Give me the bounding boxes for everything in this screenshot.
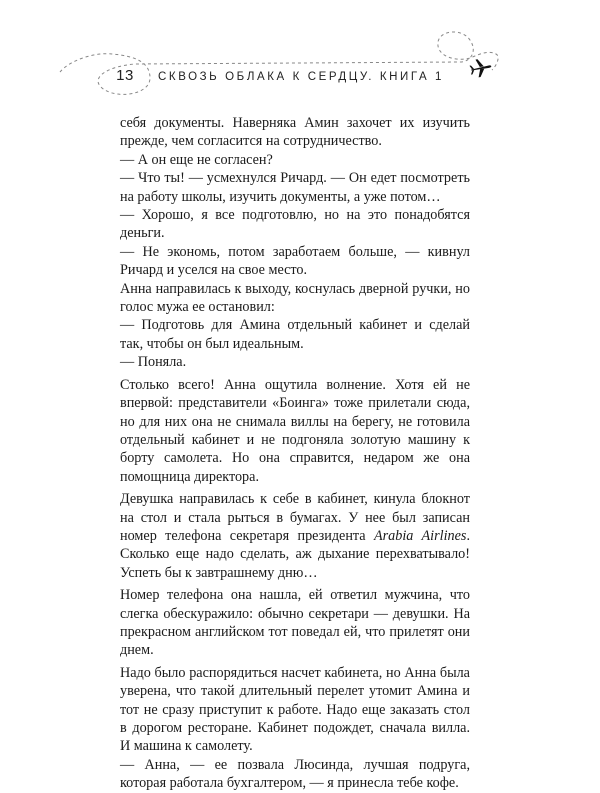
airline-name: Arabia Airlines — [373, 527, 467, 544]
body-text — [120, 114, 470, 793]
paragraph: Надо было распорядиться насчет кабинета, но Анна была уверена, что такой длительный перелет утомит Амина и тот не сразу приступит к работе. Надо еще заказать стол в дорогом ресторане. Кабинет подождет, сначала вилла. И машина к самолету. — [120, 664, 470, 755]
page-number: 13 — [116, 67, 134, 84]
paragraph: — Что ты! — усмехнулся Ричард. — Он едет посмотреть на работу школы, изучить документы, а уже потом… — [120, 170, 470, 205]
paragraph-text: Девушка направилась к себе в кабинет, кинула блокнот на стол и стала рыться в бумагах. У нее был записан номер телефона секретаря президента — [120, 491, 470, 544]
paragraph: Номер телефона она нашла, ей ответил мужчина, что слегка обескуражило: обычно секретари — девушки. На прекрасном английском тот поведал ей, что прилетят они днем. — [120, 587, 470, 659]
header-decoration — [0, 0, 600, 110]
airplane-icon — [469, 57, 493, 78]
running-head: СКВОЗЬ ОБЛАКА К СЕРДЦУ. КНИГА 1 — [158, 71, 445, 83]
paragraph: — А он еще не согласен? — [120, 151, 273, 168]
paragraph: — Анна, — ее позвала Люсинда, лучшая подруга, которая работала бухгалтером, — я принесла тебе кофе. — [120, 756, 470, 792]
paragraph: себя документы. Наверняка Амин захочет их изучить прежде, чем согласится на сотрудничество. — [120, 115, 470, 150]
paragraph: — Хорошо, я все подготовлю, но на это понадобятся деньги. — [120, 207, 470, 242]
paragraph: — Поняла. — [120, 354, 187, 371]
dashed-flight-path — [60, 32, 498, 94]
paragraph: — Не экономь, потом заработаем больше, — кивнул Ричард и уселся на свое место. — [120, 243, 470, 279]
paragraph — [120, 490, 470, 582]
paragraph: Столько всего! Анна ощутила волнение. Хотя ей не впервой: представители «Боинга» тоже прилетали сюда, но для них она не снимала виллы на берегу, не готовила отдельный кабинет и не подгоняла золотую машину к борту самолета. Но она справится, недаром же она помощница директора. — [120, 376, 470, 485]
paragraph: — Подготовь для Амина отдельный кабинет и сделай так, чтобы он был идеальным. — [120, 317, 470, 352]
paragraph: Анна направилась к выходу, коснулась дверной ручки, но голос мужа ее остановил: — [120, 280, 470, 316]
paragraph-text: . Сколько еще надо сделать, аж дыхание перехватывало! Успеть бы к завтрашнему дню… — [120, 527, 470, 581]
